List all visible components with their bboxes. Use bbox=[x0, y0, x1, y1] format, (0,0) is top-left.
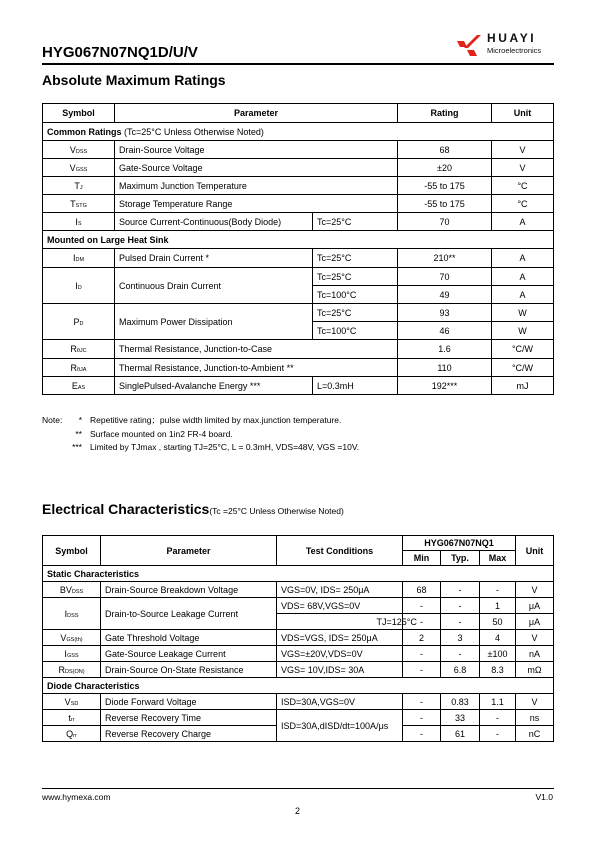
ec-col-unit: Unit bbox=[516, 536, 554, 566]
rating-cell: 70 bbox=[398, 213, 492, 231]
table-row bbox=[43, 710, 554, 726]
group-label: Common Ratings bbox=[47, 126, 122, 137]
table-row bbox=[43, 340, 554, 359]
ec-col-conditions: Test Conditions bbox=[277, 536, 403, 566]
parameter-cell: Gate Threshold Voltage bbox=[101, 630, 277, 646]
table-row bbox=[43, 646, 554, 662]
symbol-cell: VDSS bbox=[43, 141, 115, 159]
parameter-cell: Storage Temperature Range bbox=[115, 195, 398, 213]
group-note: (Tc=25°C Unless Otherwise Noted) bbox=[124, 126, 264, 137]
ec-col-typ: Typ. bbox=[441, 551, 480, 566]
parameter-cell: Thermal Resistance, Junction-to-Ambient ** bbox=[115, 359, 398, 377]
ec-group-row bbox=[43, 566, 554, 582]
unit-cell: V bbox=[492, 159, 554, 177]
condition-cell: VGS= 10V,IDS= 30A bbox=[277, 662, 403, 678]
unit-cell: A bbox=[492, 249, 554, 268]
ec-title-note: (Tc =25°C Unless Otherwise Noted) bbox=[209, 506, 344, 516]
parameter-cell: Drain-to-Source Leakage Current bbox=[101, 598, 277, 630]
min-cell: - bbox=[403, 726, 441, 742]
max-cell: 1 bbox=[480, 598, 516, 614]
unit-cell: V bbox=[516, 582, 554, 598]
part-number-title: HYG067N07NQ1D/U/V bbox=[42, 44, 198, 61]
symbol-cell: TSTG bbox=[43, 195, 115, 213]
max-cell: - bbox=[480, 726, 516, 742]
ec-col-max: Max bbox=[480, 551, 516, 566]
condition-cell: L=0.3mH bbox=[313, 377, 398, 395]
logo-subtitle: Microelectronics bbox=[487, 46, 542, 55]
table-row bbox=[43, 213, 554, 231]
table-row bbox=[43, 359, 554, 377]
unit-cell: A bbox=[492, 213, 554, 231]
amr-header-row bbox=[43, 104, 554, 123]
ec-col-device: HYG067N07NQ1 bbox=[403, 536, 516, 551]
parameter-cell: SinglePulsed-Avalanche Energy *** bbox=[115, 377, 313, 395]
unit-cell: mΩ bbox=[516, 662, 554, 678]
unit-cell: V bbox=[516, 630, 554, 646]
company-logo bbox=[455, 30, 555, 60]
symbol-cell: IDSS bbox=[43, 598, 101, 630]
amr-col-parameter: Parameter bbox=[115, 104, 398, 123]
condition-cell: Tc=25°C bbox=[313, 249, 398, 268]
condition-cell: Tc=25°C bbox=[313, 268, 398, 286]
max-cell: 8.3 bbox=[480, 662, 516, 678]
unit-cell: μA bbox=[516, 598, 554, 614]
note-text: Surface mounted on 1in2 FR-4 board. bbox=[90, 428, 233, 439]
table-row bbox=[43, 249, 554, 268]
min-cell: - bbox=[403, 614, 441, 630]
min-cell: - bbox=[403, 646, 441, 662]
table-row bbox=[43, 304, 554, 322]
typ-cell: 3 bbox=[441, 630, 480, 646]
condition-cell: TJ=125°C bbox=[373, 614, 403, 630]
table-row bbox=[43, 662, 554, 678]
table-row bbox=[43, 195, 554, 213]
page-number: 2 bbox=[294, 806, 300, 816]
condition-cell: VDS=VGS, IDS= 250μA bbox=[277, 630, 403, 646]
ec-header-row bbox=[43, 536, 554, 551]
parameter-cell: Diode Forward Voltage bbox=[101, 694, 277, 710]
max-cell: - bbox=[480, 582, 516, 598]
min-cell: - bbox=[403, 598, 441, 614]
parameter-cell: Continuous Drain Current bbox=[115, 268, 313, 304]
amr-group-row bbox=[43, 231, 554, 249]
condition-cell: ISD=30A,VGS=0V bbox=[277, 694, 403, 710]
rating-cell: 70 bbox=[398, 268, 492, 286]
notes-label: Note: bbox=[42, 415, 63, 425]
rating-cell: 93 bbox=[398, 304, 492, 322]
unit-cell: ns bbox=[516, 710, 554, 726]
typ-cell: 0.83 bbox=[441, 694, 480, 710]
parameter-cell: Drain-Source On-State Resistance bbox=[101, 662, 277, 678]
unit-cell: °C bbox=[492, 195, 554, 213]
unit-cell: W bbox=[492, 304, 554, 322]
rating-cell: 1.6 bbox=[398, 340, 492, 359]
condition-cell: Tc=100°C bbox=[313, 322, 398, 340]
max-cell: - bbox=[480, 710, 516, 726]
typ-cell: - bbox=[441, 598, 480, 614]
typ-cell: - bbox=[441, 582, 480, 598]
min-cell: 2 bbox=[403, 630, 441, 646]
rating-cell: ±20 bbox=[398, 159, 492, 177]
symbol-cell: IGSS bbox=[43, 646, 101, 662]
ec-title-text: Electrical Characteristics bbox=[42, 501, 210, 517]
unit-cell: A bbox=[492, 268, 554, 286]
ec-group-static: Static Characteristics bbox=[43, 566, 554, 582]
table-row bbox=[43, 582, 554, 598]
min-cell: - bbox=[403, 662, 441, 678]
table-row bbox=[43, 177, 554, 195]
condition-cell: VGS=±20V,VDS=0V bbox=[277, 646, 403, 662]
typ-cell: 6.8 bbox=[441, 662, 480, 678]
typ-cell: 61 bbox=[441, 726, 480, 742]
amr-group-heatsink: Mounted on Large Heat Sink bbox=[43, 231, 554, 249]
min-cell: - bbox=[403, 710, 441, 726]
ec-table bbox=[42, 535, 554, 742]
max-cell: 1.1 bbox=[480, 694, 516, 710]
unit-cell: μA bbox=[516, 614, 554, 630]
parameter-cell: Reverse Recovery Time bbox=[101, 710, 277, 726]
condition-cell: Tc=100°C bbox=[313, 286, 398, 304]
min-cell: 68 bbox=[403, 582, 441, 598]
typ-cell: 33 bbox=[441, 710, 480, 726]
symbol-cell: VGSS bbox=[43, 159, 115, 177]
parameter-cell: Pulsed Drain Current * bbox=[115, 249, 313, 268]
footer-divider bbox=[42, 788, 554, 789]
symbol-cell: EAS bbox=[43, 377, 115, 395]
ec-section-title bbox=[42, 501, 344, 517]
condition-cell: Tc=25°C bbox=[313, 213, 398, 231]
min-cell: - bbox=[403, 694, 441, 710]
unit-cell: W bbox=[492, 322, 554, 340]
unit-cell: V bbox=[516, 694, 554, 710]
parameter-cell: Gate-Source Voltage bbox=[115, 159, 398, 177]
symbol-cell: IS bbox=[43, 213, 115, 231]
note-mark: * bbox=[78, 415, 82, 425]
unit-cell: °C/W bbox=[492, 359, 554, 377]
ec-col-symbol: Symbol bbox=[43, 536, 101, 566]
rating-cell: 46 bbox=[398, 322, 492, 340]
unit-cell: A bbox=[492, 286, 554, 304]
table-row bbox=[43, 377, 554, 395]
rating-cell: 110 bbox=[398, 359, 492, 377]
note-mark: *** bbox=[72, 442, 82, 452]
condition-cell: VDS= 68V,VGS=0V bbox=[277, 598, 403, 614]
rating-cell: -55 to 175 bbox=[398, 195, 492, 213]
table-row bbox=[43, 141, 554, 159]
ec-group-row bbox=[43, 678, 554, 694]
symbol-cell: trr bbox=[43, 710, 101, 726]
amr-group-row bbox=[43, 123, 554, 141]
ec-col-parameter: Parameter bbox=[101, 536, 277, 566]
typ-cell: - bbox=[441, 614, 480, 630]
unit-cell: nA bbox=[516, 646, 554, 662]
table-row bbox=[43, 159, 554, 177]
symbol-cell: IDM bbox=[43, 249, 115, 268]
max-cell: 4 bbox=[480, 630, 516, 646]
typ-cell: - bbox=[441, 646, 480, 662]
condition-spacer bbox=[277, 614, 373, 630]
table-row bbox=[43, 598, 554, 614]
parameter-cell: Drain-Source Voltage bbox=[115, 141, 398, 159]
parameter-cell: Drain-Source Breakdown Voltage bbox=[101, 582, 277, 598]
footer-website[interactable]: www.hymexa.com bbox=[42, 792, 111, 802]
rating-cell: 192*** bbox=[398, 377, 492, 395]
parameter-cell: Source Current-Continuous(Body Diode) bbox=[115, 213, 313, 231]
amr-group-common bbox=[43, 123, 554, 141]
condition-cell: ISD=30A,dISD/dt=100A/μs bbox=[277, 710, 403, 742]
symbol-cell: RθJA bbox=[43, 359, 115, 377]
rating-cell: 210** bbox=[398, 249, 492, 268]
symbol-cell: VGS(th) bbox=[43, 630, 101, 646]
footer-version: V1.0 bbox=[535, 792, 553, 802]
symbol-cell: RDS(ON) bbox=[43, 662, 101, 678]
amr-col-rating: Rating bbox=[398, 104, 492, 123]
rating-cell: 49 bbox=[398, 286, 492, 304]
symbol-cell: BVDSS bbox=[43, 582, 101, 598]
note-mark: ** bbox=[75, 428, 82, 439]
condition-cell: VGS=0V, IDS= 250μA bbox=[277, 582, 403, 598]
huayi-logo-icon bbox=[455, 33, 485, 57]
rating-cell: 68 bbox=[398, 141, 492, 159]
ec-group-diode: Diode Characteristics bbox=[43, 678, 554, 694]
unit-cell: V bbox=[492, 141, 554, 159]
parameter-cell: Gate-Source Leakage Current bbox=[101, 646, 277, 662]
amr-col-unit: Unit bbox=[492, 104, 554, 123]
parameter-cell: Maximum Junction Temperature bbox=[115, 177, 398, 195]
logo-wordmark: HUAYI bbox=[487, 31, 537, 45]
note-text: Repetitive rating；pulse width limited by max.junction temperature. bbox=[90, 415, 342, 425]
amr-section-title: Absolute Maximum Ratings bbox=[42, 72, 226, 88]
ec-col-min: Min bbox=[403, 551, 441, 566]
table-row bbox=[43, 268, 554, 286]
symbol-cell: PD bbox=[43, 304, 115, 340]
symbol-cell: VSD bbox=[43, 694, 101, 710]
table-row bbox=[43, 694, 554, 710]
unit-cell: nC bbox=[516, 726, 554, 742]
symbol-cell: Qrr bbox=[43, 726, 101, 742]
parameter-cell: Maximum Power Dissipation bbox=[115, 304, 313, 340]
max-cell: ±100 bbox=[480, 646, 516, 662]
symbol-cell: ID bbox=[43, 268, 115, 304]
unit-cell: mJ bbox=[492, 377, 554, 395]
unit-cell: °C bbox=[492, 177, 554, 195]
symbol-cell: TJ bbox=[43, 177, 115, 195]
condition-cell: Tc=25°C bbox=[313, 304, 398, 322]
max-cell: 50 bbox=[480, 614, 516, 630]
parameter-cell: Thermal Resistance, Junction-to-Case bbox=[115, 340, 398, 359]
table-row bbox=[43, 630, 554, 646]
note-text: Limited by TJmax , starting TJ=25°C, L = 0.3mH, VDS=48V, VGS =10V. bbox=[90, 442, 360, 452]
header-divider bbox=[42, 63, 554, 65]
unit-cell: °C/W bbox=[492, 340, 554, 359]
symbol-cell: RθJC bbox=[43, 340, 115, 359]
parameter-cell: Reverse Recovery Charge bbox=[101, 726, 277, 742]
rating-cell: -55 to 175 bbox=[398, 177, 492, 195]
amr-table bbox=[42, 103, 554, 395]
amr-col-symbol: Symbol bbox=[43, 104, 115, 123]
